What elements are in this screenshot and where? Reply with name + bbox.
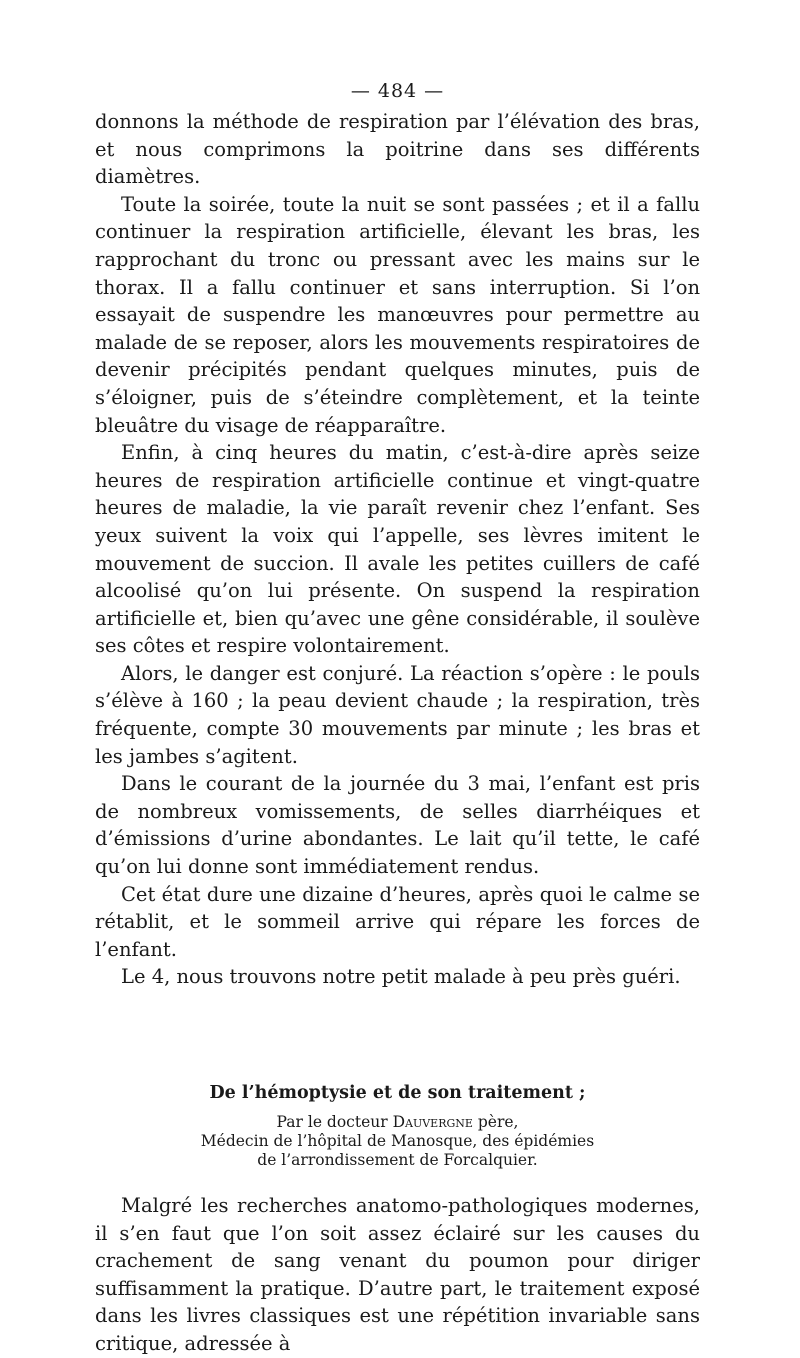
body-text-bottom [95,1192,700,1358]
body-text-top [95,108,700,991]
article-title: De l’hémoptysie et de son traitement ; [209,1083,586,1103]
affiliation-line-2: de l’arrondissement de Forcalquier. [257,1151,538,1169]
paragraph: Malgré les recherches anatomo-pathologiques modernes, il s’en faut que l’on soit assez éclairé sur les causes du crachement de sang venant du poumon pour diriger suffisamment la pratique. D’autre part, le traitement exposé dans les livres classiques est une répétition invariable sans critique, adressée à [95,1194,700,1355]
paragraph: donnons la méthode de respiration par l’élévation des bras, et nous comprimons la poitrine dans ses différents diamètres. [95,110,700,189]
paragraph: Enfin, à cinq heures du matin, c’est-à-dire après seize heures de respiration artificielle continue et vingt-quatre heures de maladie, la vie paraît revenir chez l’enfant. Ses yeux suivent la voix qui l’appelle, ses lèvres imitent le mouvement de succion. Il avale les petites cuillers de café alcoolisé qu’on lui présente. On suspend la respiration artificielle et, bien qu’avec une gêne considérable, il soulève ses côtes et respire volontairement. [95,441,700,658]
byline [95,1113,700,1132]
byline-author: Dauvergne [392,1113,473,1131]
affiliation-line-1: Médecin de l’hôpital de Manosque, des épidémies [200,1132,595,1150]
byline-prefix: Par le docteur [276,1113,393,1131]
paragraph: Le 4, nous trouvons notre petit malade à peu près guéri. [121,965,681,989]
byline-suffix: père, [472,1113,519,1131]
paragraph: Cet état dure une dizaine d’heures, après quoi le calme se rétablit, et le sommeil arrive qui répare les forces de l’enfant. [95,882,700,961]
page [95,80,700,1358]
page-number: — 484 — [350,80,445,102]
paragraph: Alors, le danger est conjuré. La réaction s’opère : le pouls s’élève à 160 ; la peau devient chaude ; la respiration, très fréquente, compte 30 mouvements par minute ; les bras et les jambes s’agitent. [95,661,700,768]
byline-block [95,1113,700,1170]
section-gap [95,991,700,1083]
paragraph: Toute la soirée, toute la nuit se sont passées ; et il a fallu continuer la respiration artificielle, élevant les bras, les rapprochant du tronc ou pressant avec les mains sur le thorax. Il a fallu continuer et sans interruption. Si l’on essayait de suspendre les manœuvres pour permettre au malade de se reposer, alors les mouvements respiratoires de devenir précipités pendant quelques minutes, puis de s’éloigner, puis de s’éteindre complètement, et la teinte bleuâtre du visage de réapparaître. [95,192,700,437]
paragraph: Dans le courant de la journée du 3 mai, l’enfant est pris de nombreux vomissements, de selles diarrhéiques et d’émissions d’urine abondantes. Le lait qu’il tette, le café qu’on lui donne sont immédiatement rendus. [95,772,700,879]
